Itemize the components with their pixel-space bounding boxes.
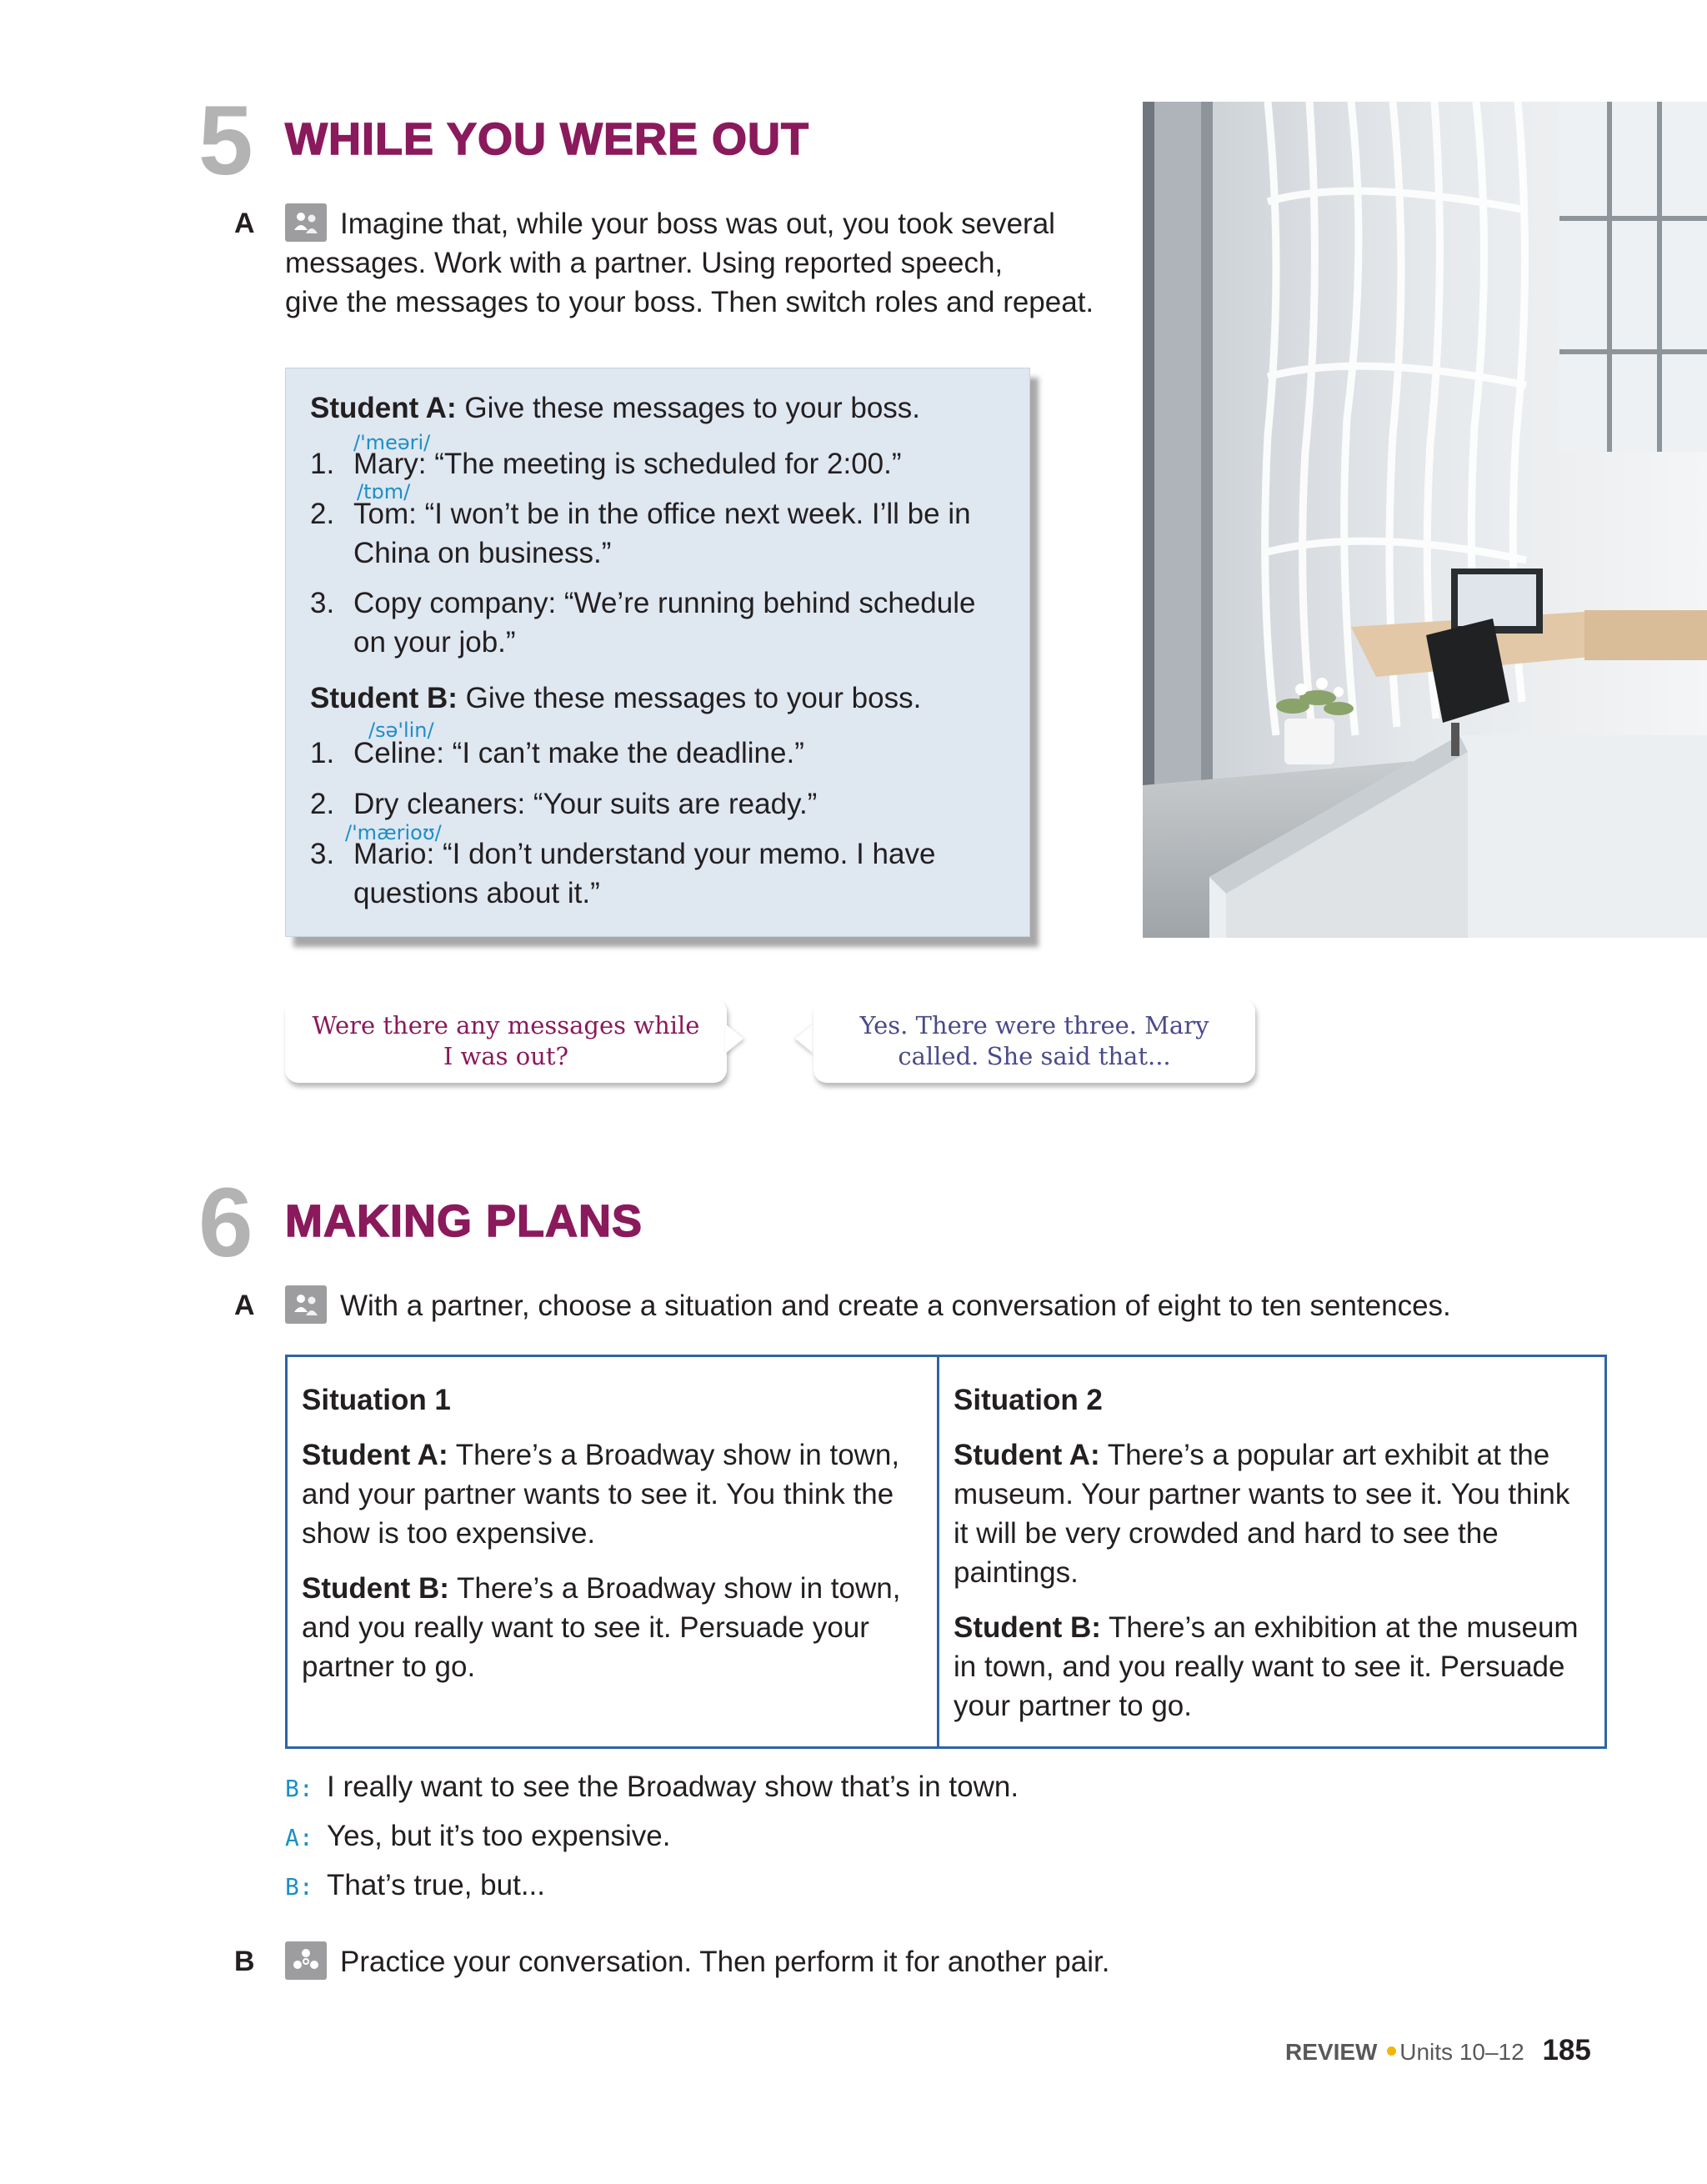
situation-1-student-b: Student B: There’s a Broadway show in town, and you really want to see it. Persuade your partner to go. [302, 1572, 901, 1683]
ipa-tom: /tɒm/ [357, 480, 411, 503]
part-b-instruction: Practice your conversation. Then perform it for another pair. [340, 1946, 1110, 1978]
footer-review: REVIEW [1285, 2039, 1378, 2065]
section-5-instruction: Imagine that, while your boss was out, you took several messages. Work with a partner. Using reported speech, give the messages to your boss. Then switch roles and repeat. [285, 208, 1094, 318]
ipa-mario: /'mæriоʊ/ [345, 821, 442, 844]
bubble-left-line1: Were there any messages while [312, 1010, 700, 1039]
speech-bubble-right [813, 999, 1255, 1083]
section-6-instruction: With a partner, choose a situation and create a conversation of eight to ten sentences. [340, 1290, 1451, 1322]
message-a1: 1. Mary: “The meeting is scheduled for 2:00.” [310, 448, 902, 480]
ipa-celine: /sə'lin/ [368, 719, 434, 742]
part-b-letter: B [234, 1946, 255, 1977]
section-6-title: MAKING PLANS [285, 1196, 643, 1246]
section-5-number: 5 [198, 86, 250, 196]
situation-1-heading: Situation 1 [302, 1384, 451, 1416]
section-6-number: 6 [198, 1168, 250, 1278]
student-b-heading: Student B: Give these messages to your boss. [310, 682, 922, 714]
bubble-left-line2: I was out? [443, 1041, 569, 1070]
pair-work-icon-6 [285, 1285, 327, 1324]
section-5-title: WHILE YOU WERE OUT [285, 114, 810, 164]
conversation-line: B: That’s true, but... [285, 1869, 545, 1901]
footer-units: Units 10–12 [1399, 2039, 1524, 2065]
situation-2-heading: Situation 2 [954, 1384, 1103, 1416]
situation-2-student-b: Student B: There’s an exhibition at the museum in town, and you really want to see it. Persuade your partner to go. [954, 1611, 1579, 1722]
part-a-letter: A [234, 208, 255, 239]
bubble-right-line1: Yes. There were three. Mary [859, 1010, 1209, 1039]
page-footer [1285, 2034, 1591, 2067]
conversation-line: A: Yes, but it’s too expensive. [285, 1820, 671, 1852]
speech-bubble-left [285, 999, 727, 1083]
message-a2: 2. Tom: “I won’t be in the office next week. I’ll be in China on business.” [310, 498, 971, 569]
footer-dot [1387, 2046, 1396, 2056]
message-a3: 3. Copy company: “We’re running behind schedule on your job.” [310, 587, 976, 659]
message-b3: 3. Mario: “I don’t understand your memo. I have questions about it.” [310, 838, 936, 909]
situation-1 [288, 1357, 937, 1746]
situations-table [285, 1355, 1607, 1749]
situation-2-student-a: Student A: There’s a popular art exhibit at the museum. Your partner wants to see it. You think it will be very crowded and hard to see the paintings. [954, 1439, 1570, 1589]
student-a-heading: Student A: Give these messages to your boss. [310, 392, 921, 424]
group-work-icon [285, 1941, 327, 1980]
situation-2 [937, 1357, 1604, 1746]
message-b1: 1. Celine: “I can’t make the deadline.” [310, 737, 804, 769]
bubble-right-line2: called. She said that... [898, 1041, 1171, 1070]
conversation-line: B: I really want to see the Broadway show that’s in town. [285, 1771, 1019, 1803]
model-conversation [285, 1763, 1019, 1911]
page-number: 185 [1542, 2034, 1591, 2066]
office-photo [1143, 102, 1707, 938]
message-b2: 2. Dry cleaners: “Your suits are ready.” [310, 788, 818, 820]
part-a-letter-6: A [234, 1290, 255, 1321]
ipa-mary: /'meəri/ [353, 431, 431, 454]
situation-1-student-a: Student A: There’s a Broadway show in town, and your partner wants to see it. You think the show is too expensive. [302, 1439, 900, 1550]
